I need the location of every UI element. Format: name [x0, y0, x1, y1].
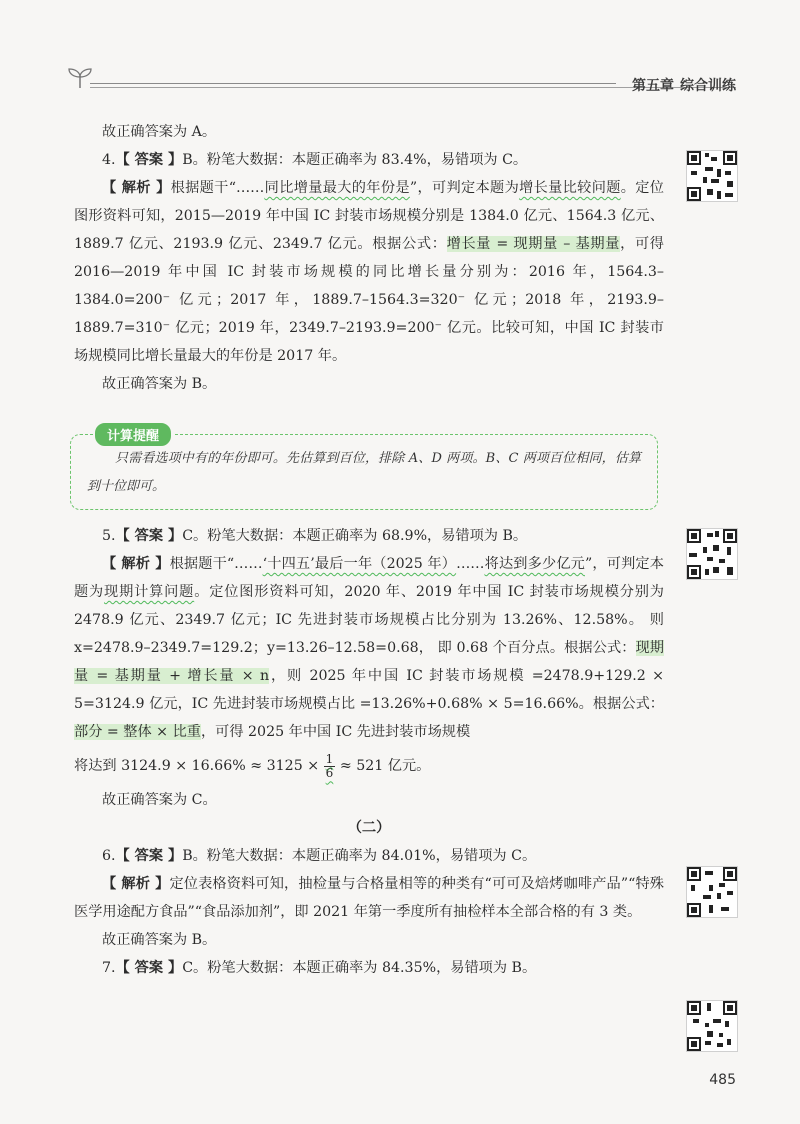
qr-code-icon[interactable]	[686, 866, 738, 918]
section-heading: （二）	[347, 820, 391, 836]
fraction	[324, 753, 336, 780]
text: 将达到 3124.9 × 16.66% ≈ 3125 ×	[74, 758, 320, 774]
answer-tag: 【 答案 】	[115, 152, 183, 168]
q7-answer	[74, 954, 664, 982]
text: ≈ 521 亿元。	[339, 758, 431, 774]
text: ，可得 2016—2019 年中国 IC 封装市场规模的同比增长量分别为：2016 年，1564.3–1384.0=200⁻ 亿元；2017 年，1889.7–1564.3=320⁻ 亿元；2018 年，2193.9–1889.7=310⁻ 亿元；2019 年，2349.7–2193.9=200⁻ 亿元。比较可知，中国 IC 封装市场规模同比增长量最大的年份是 2017 年。	[74, 236, 664, 364]
page-header	[66, 64, 736, 94]
header-rule	[90, 83, 616, 84]
qr-code-icon[interactable]	[686, 528, 738, 580]
underlined-text: 增长量比较问题	[519, 180, 621, 196]
q5-estimate	[74, 752, 664, 780]
underlined-text: 将达到多少亿元	[484, 556, 585, 572]
qr-pattern	[687, 151, 737, 201]
formula-highlight: 增长量 = 现期量 – 基期量	[446, 236, 621, 252]
main-content	[74, 118, 664, 398]
chapter-label: 第五章	[632, 78, 674, 94]
calculation-tip-box	[70, 429, 658, 510]
answer-tag: 【 答案 】	[115, 960, 183, 976]
underlined-text: 现期计算问题	[104, 584, 195, 600]
q7-number: 7.	[102, 960, 116, 976]
q4-answer	[74, 146, 664, 174]
q6-analysis	[74, 870, 664, 926]
fraction-denominator: 6	[325, 765, 334, 780]
q4-analysis	[74, 174, 664, 370]
underlined-text: ‘十四五’最后一年（2025 年）	[262, 556, 457, 572]
text: 根据题干“……	[170, 180, 265, 196]
q5-answer-text: C。粉笔大数据：本题正确率为 68.9%，易错项为 B。	[182, 528, 528, 544]
conclusion-c: 故正确答案为 C。	[102, 792, 217, 808]
text: 。定位图形资料可知，2015—2019 年中国 IC 封装市场规模分别是 1384.0 亿元、1564.3 亿元、1889.7 亿元、2193.9 亿元、2349.7 亿元。根据公式：	[74, 180, 664, 252]
q6-answer	[74, 842, 664, 870]
text: ，可得 2025 年中国 IC 先进封装市场规模	[200, 724, 471, 740]
q5-number: 5.	[102, 528, 116, 544]
q5-answer	[74, 522, 664, 550]
q5-analysis	[74, 550, 664, 746]
analysis-tag: 【 解析 】	[102, 876, 170, 892]
q6-number: 6.	[102, 848, 116, 864]
tip-label: 计算提醒	[93, 421, 173, 448]
q4-number: 4.	[102, 152, 116, 168]
text: ”，可判定本题为	[74, 556, 664, 600]
q7-answer-text: C。粉笔大数据：本题正确率为 84.35%，易错项为 B。	[182, 960, 537, 976]
fraction-numerator: 1	[325, 751, 334, 766]
tip-text: 只需看选项中有的年份即可。先估算到百位，排除 A、D 两项。B、C 两项百位相同，估算到十位即可。	[87, 451, 641, 494]
formula-highlight: 现期量 = 基期量 + 增长量 × n	[74, 640, 664, 684]
text: 根据题干“……	[169, 556, 263, 572]
main-content-2	[74, 522, 664, 982]
conclusion-b: 故正确答案为 B。	[102, 376, 217, 392]
text: ”，可判定本题为	[409, 180, 520, 196]
q6-answer-text: B。粉笔大数据：本题正确率为 84.01%，易错项为 C。	[182, 848, 537, 864]
formula-highlight: 部分 = 整体 × 比重	[74, 724, 201, 740]
text: 。定位图形资料可知，2020 年、2019 年中国 IC 封装市场规模分别为 2478.9 亿元、2349.7 亿元；IC 先进封装市场规模占比分别为 13.26%、12.58%。 则 x=2478.9–2349.7=129.2；y=13.26–12.58=0.68， 即 0.68 个百分点。根据公式：	[74, 584, 664, 656]
chapter-title: 综合训练	[680, 78, 736, 94]
qr-code-icon[interactable]	[686, 1000, 738, 1052]
text: ，则 2025 年中国 IC 封装市场规模 =2478.9+129.2 × 5=3124.9 亿元，IC 先进封装市场规模占比 =13.26%+0.68% × 5=16.66%。根据公式：	[74, 668, 664, 712]
qr-pattern	[687, 867, 737, 917]
qr-code-icon[interactable]	[686, 150, 738, 202]
conclusion-b2: 故正确答案为 B。	[102, 932, 217, 948]
page-number: 485	[709, 1072, 736, 1088]
qr-pattern	[687, 1001, 737, 1051]
answer-tag: 【 答案 】	[115, 848, 183, 864]
text: ……	[456, 556, 485, 572]
underlined-text: 同比增量最大的年份是	[264, 180, 410, 196]
text: 定位表格资料可知，抽检量与合格量相等的种类有“可可及焙烤咖啡产品”“特殊医学用途配方食品”“食品添加剂”，即 2021 年第一季度所有抽检样本全部合格的有 3 类。	[74, 876, 664, 920]
analysis-tag: 【 解析 】	[102, 180, 171, 196]
analysis-tag: 【 解析 】	[102, 556, 170, 572]
q4-answer-text: B。粉笔大数据：本题正确率为 83.4%，易错项为 C。	[182, 152, 528, 168]
qr-pattern	[687, 529, 737, 579]
answer-tag: 【 答案 】	[115, 528, 183, 544]
conclusion-a: 故正确答案为 A。	[102, 124, 217, 140]
